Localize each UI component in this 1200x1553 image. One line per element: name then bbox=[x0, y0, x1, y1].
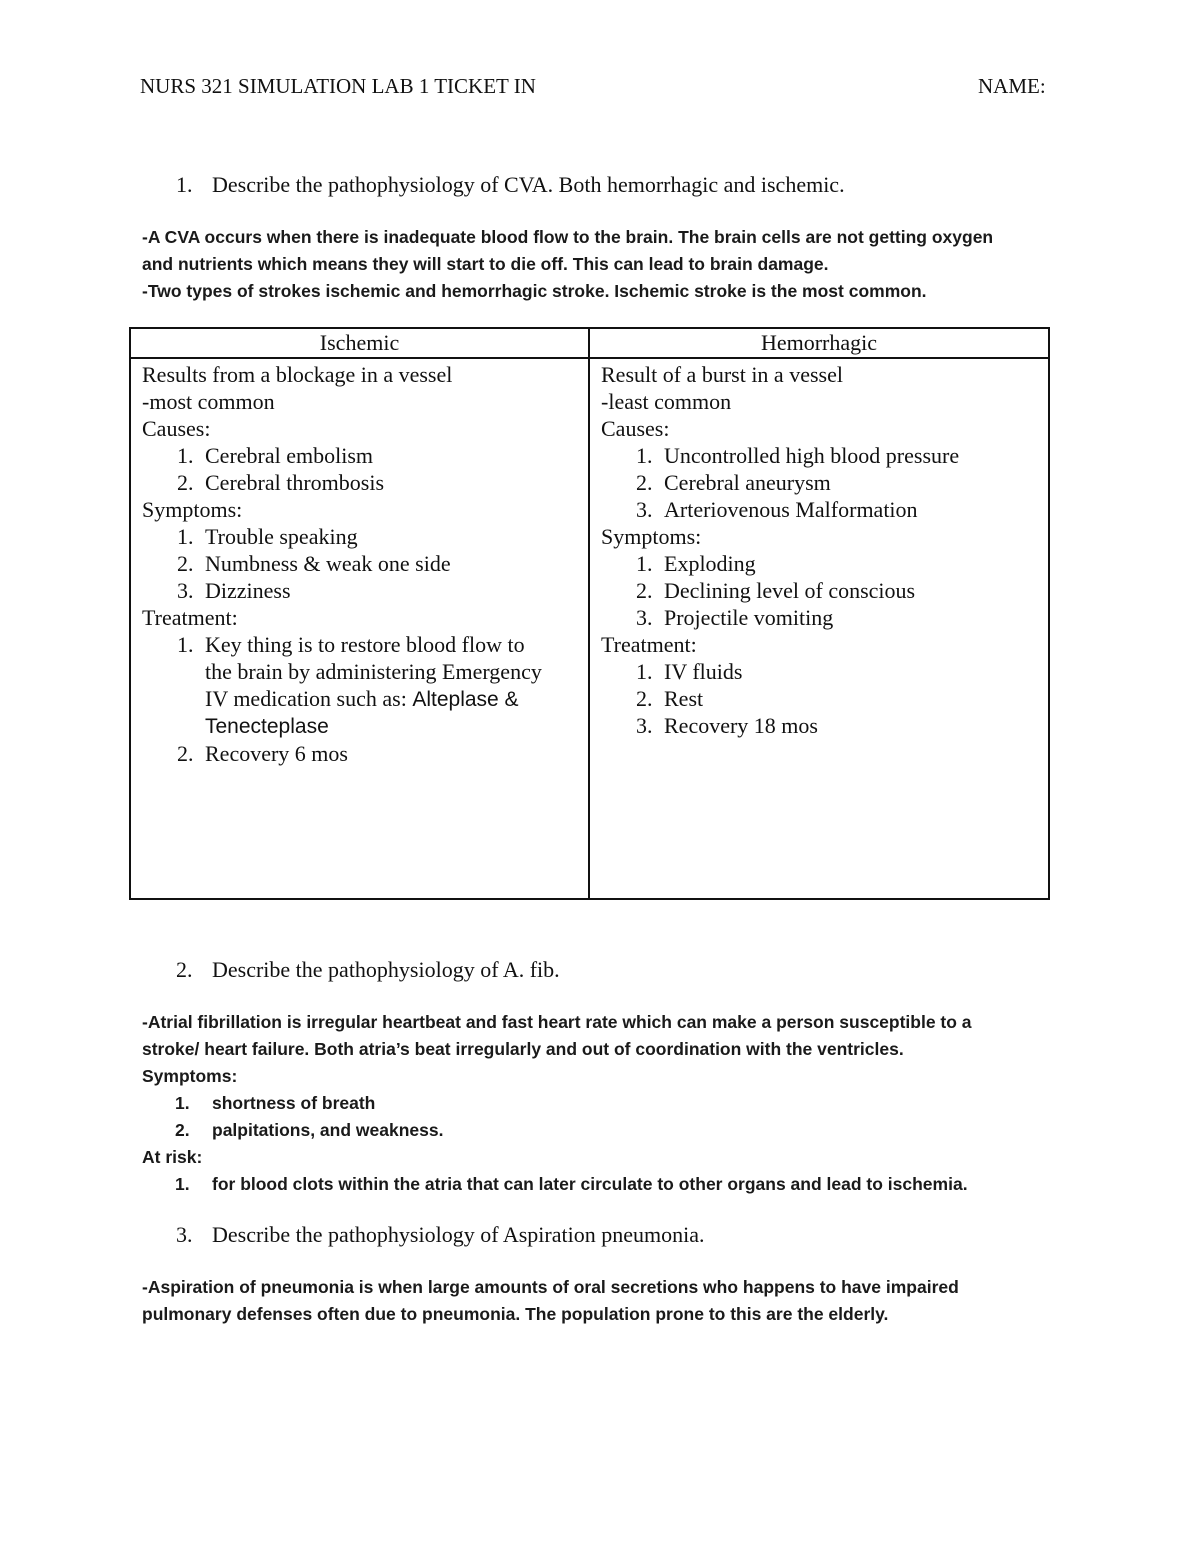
cell-intro: Results from a blockage in a vessel bbox=[142, 362, 453, 387]
answer-3 bbox=[142, 1274, 1062, 1328]
stroke-comparison-table bbox=[129, 327, 1050, 900]
list-item: 2. palpitations, and weakness. bbox=[175, 1120, 444, 1140]
treatment-label: Treatment: bbox=[142, 605, 238, 630]
question-number: 3. bbox=[176, 1222, 193, 1247]
document-title: NURS 321 SIMULATION LAB 1 TICKET IN bbox=[140, 74, 536, 98]
answer-1 bbox=[142, 224, 1062, 305]
symptoms-label: Symptoms: bbox=[601, 524, 702, 549]
list-item: 3. Arteriovenous Malformation bbox=[636, 497, 918, 522]
question-text: Describe the pathophysiology of Aspiration pneumonia. bbox=[212, 1222, 705, 1247]
list-item: 1. IV fluids bbox=[636, 659, 743, 684]
ischemic-cell bbox=[130, 358, 589, 899]
question-text: Describe the pathophysiology of CVA. Both hemorrhagic and ischemic. bbox=[212, 172, 845, 197]
symptoms-label: Symptoms: bbox=[142, 1066, 238, 1086]
list-item: 3. Projectile vomiting bbox=[636, 605, 834, 630]
name-label: NAME: bbox=[978, 74, 1046, 98]
list-item: 2. Cerebral thrombosis bbox=[177, 470, 385, 495]
list-item: 1. Cerebral embolism bbox=[177, 443, 374, 468]
list-item: 1. shortness of breath bbox=[175, 1093, 376, 1113]
list-item: 2. Declining level of conscious bbox=[636, 578, 916, 603]
list-item: 2. Numbness & weak one side bbox=[177, 551, 451, 576]
column-header-ischemic: Ischemic bbox=[130, 328, 589, 358]
answer-line: and nutrients which means they will start to die off. This can lead to brain damage. bbox=[142, 254, 829, 274]
list-item: 2. Rest bbox=[636, 686, 704, 711]
cell-frequency: -most common bbox=[142, 389, 275, 414]
list-item: 2. Cerebral aneurysm bbox=[636, 470, 831, 495]
hemorrhagic-cell bbox=[589, 358, 1049, 899]
question-text: Describe the pathophysiology of A. fib. bbox=[212, 957, 560, 982]
causes-label: Causes: bbox=[601, 416, 670, 441]
answer-line: -Two types of strokes ischemic and hemorrhagic stroke. Ischemic stroke is the most common. bbox=[142, 281, 927, 301]
answer-line: -Aspiration of pneumonia is when large amounts of oral secretions who happens to have impaired bbox=[142, 1277, 959, 1297]
answer-line: pulmonary defenses often due to pneumonia. The population prone to this are the elderly. bbox=[142, 1304, 889, 1324]
causes-label: Causes: bbox=[142, 416, 211, 441]
list-item: 1. Uncontrolled high blood pressure bbox=[636, 443, 960, 468]
column-header-hemorrhagic: Hemorrhagic bbox=[589, 328, 1049, 358]
list-item: 3. Recovery 18 mos bbox=[636, 713, 818, 738]
answer-2 bbox=[142, 1009, 1062, 1198]
question-number: 1. bbox=[176, 172, 193, 197]
list-item: 1. for blood clots within the atria that can later circulate to other organs and lead to ischemia. bbox=[175, 1174, 968, 1194]
list-item: 1. Key thing is to restore blood flow to the brain by administering Emergency IV medication such as: Alteplase & Tenecteplase bbox=[177, 632, 542, 738]
list-item: 1. Exploding bbox=[636, 551, 756, 576]
cell-frequency: -least common bbox=[601, 389, 732, 414]
symptoms-label: Symptoms: bbox=[142, 497, 243, 522]
answer-line: -A CVA occurs when there is inadequate blood flow to the brain. The brain cells are not getting oxygen bbox=[142, 227, 994, 247]
answer-line: stroke/ heart failure. Both atria’s beat irregularly and out of coordination with the ventricles. bbox=[142, 1039, 904, 1059]
risk-label: At risk: bbox=[142, 1147, 203, 1167]
answer-line: -Atrial fibrillation is irregular heartbeat and fast heart rate which can make a person susceptible to a bbox=[142, 1012, 972, 1032]
question-number: 2. bbox=[176, 957, 193, 982]
list-item: 2. Recovery 6 mos bbox=[177, 741, 348, 766]
list-item: 1. Trouble speaking bbox=[177, 524, 358, 549]
treatment-label: Treatment: bbox=[601, 632, 697, 657]
cell-intro: Result of a burst in a vessel bbox=[601, 362, 843, 387]
list-item: 3. Dizziness bbox=[177, 578, 291, 603]
